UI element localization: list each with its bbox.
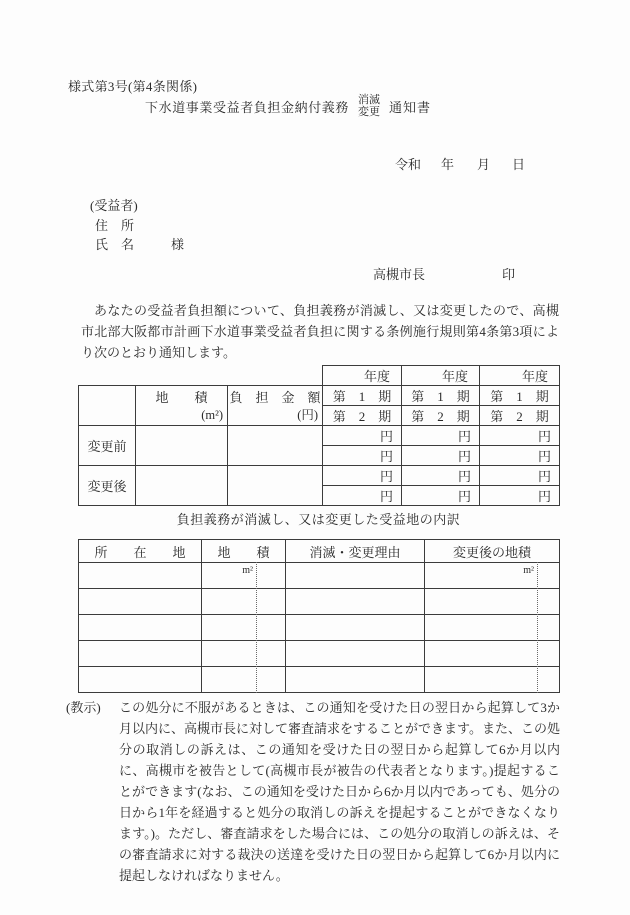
period-2-cell: 第 2 期 bbox=[480, 406, 560, 426]
area-header-unit: (m²) bbox=[201, 407, 223, 422]
before-p2-yen-cell: 円 bbox=[480, 446, 560, 466]
summary-table bbox=[78, 365, 560, 506]
amount-header-unit: (円) bbox=[297, 407, 319, 422]
before-p2-yen-cell: 円 bbox=[402, 446, 480, 466]
intro-paragraph: あなたの受益者負担額について、負担義務が消滅し、又は変更したので、高槻市北部大阪都市計画下水道事業受益者負担に関する条例施行規則第4条第3項により次のとおり通知します。 bbox=[81, 303, 559, 360]
decimal-separator-rule bbox=[256, 614, 257, 641]
amount-header-cell bbox=[228, 386, 323, 426]
issuer-line bbox=[373, 264, 553, 283]
honorific-label: 様 bbox=[171, 237, 185, 252]
after-p1-yen-cell: 円 bbox=[323, 466, 402, 486]
recipient-block bbox=[90, 196, 184, 255]
fiscal-year-header-3: 年度 bbox=[480, 366, 560, 386]
day-label: 日 bbox=[512, 157, 526, 172]
after-area-cell bbox=[425, 563, 560, 589]
detail-header-reason: 消滅・変更理由 bbox=[286, 540, 425, 563]
period-1-cell: 第 1 期 bbox=[402, 386, 480, 406]
detail-header-area: 地 積 bbox=[202, 540, 286, 563]
decimal-separator-rule bbox=[537, 614, 538, 641]
before-amount-cell bbox=[228, 426, 323, 466]
location-cell bbox=[79, 615, 202, 641]
decimal-separator-rule bbox=[256, 588, 257, 615]
reason-cell bbox=[286, 589, 425, 615]
decimal-separator-rule bbox=[537, 588, 538, 615]
address-label: 住 所 bbox=[95, 217, 135, 233]
month-label: 月 bbox=[477, 157, 491, 172]
detail-row-1 bbox=[79, 563, 560, 589]
detail-header-location: 所 在 地 bbox=[79, 540, 202, 563]
detail-row-3 bbox=[79, 615, 560, 641]
area-cell bbox=[202, 615, 286, 641]
after-area-cell bbox=[425, 667, 560, 693]
after-area-cell bbox=[136, 466, 228, 506]
decimal-separator-rule bbox=[256, 640, 257, 667]
reason-cell bbox=[286, 563, 425, 589]
before-change-label: 変更前 bbox=[79, 426, 136, 466]
sqm-unit: m² bbox=[523, 565, 534, 576]
area-cell bbox=[202, 667, 286, 693]
beneficiary-label: (受益者) bbox=[90, 198, 138, 213]
before-p1-yen-cell: 円 bbox=[402, 426, 480, 446]
row-label-header-cell bbox=[79, 386, 136, 426]
reason-cell bbox=[286, 641, 425, 667]
seal-mark: 印 bbox=[502, 267, 516, 282]
document-title bbox=[145, 94, 431, 118]
after-p2-yen-cell: 円 bbox=[480, 486, 560, 506]
detail-row-5 bbox=[79, 667, 560, 693]
before-p1-yen-cell: 円 bbox=[480, 426, 560, 446]
period-2-cell: 第 2 期 bbox=[323, 406, 402, 426]
notice-text: この処分に不服があるときは、この通知を受けた日の翌日から起算して3か月以内に、高槻市長に対して審査請求をすることができます。また、この処分の取消しの訴えは、この通知を受けた日の翌日から起算して6か月以内に、高槻市を被告として(高槻市長が被告の代表者となります。)提起することができます(なお、この通知を受けた日から6か月以内であっても、処分の日から1年を経過すると処分の取消しの訴えを提起することができなくなります。)。ただし、審査請求をした場合には、この処分の取消しの訴えは、その審査請求に対する裁決の送達を受けた日の翌日から起算して6か月以内に提起しなければなりません。 bbox=[119, 700, 560, 883]
name-label: 氏 名 bbox=[95, 237, 135, 252]
reason-cell bbox=[286, 615, 425, 641]
area-header-label: 地 積 bbox=[155, 389, 208, 405]
title-stack-top: 消滅 bbox=[358, 94, 381, 106]
issue-date-line bbox=[395, 154, 525, 173]
notice-label: (教示) bbox=[66, 700, 101, 715]
location-cell bbox=[79, 667, 202, 693]
decimal-separator-rule bbox=[537, 562, 538, 589]
title-stack bbox=[358, 94, 380, 118]
corner-ghost-cell bbox=[79, 366, 323, 386]
decimal-separator-rule bbox=[537, 640, 538, 667]
after-area-cell bbox=[425, 641, 560, 667]
name-line bbox=[90, 235, 184, 255]
form-number: 様式第3号(第4条関係) bbox=[68, 79, 198, 94]
period-1-cell: 第 1 期 bbox=[480, 386, 560, 406]
title-stack-bottom: 変更 bbox=[358, 106, 381, 118]
detail-table bbox=[78, 539, 560, 693]
area-cell bbox=[202, 641, 286, 667]
area-header-cell bbox=[136, 386, 228, 426]
title-main: 下水道事業受益者負担金納付義務 bbox=[145, 99, 350, 115]
title-suffix: 通知書 bbox=[389, 99, 432, 115]
before-p2-yen-cell: 円 bbox=[323, 446, 402, 466]
decimal-separator-rule bbox=[256, 562, 257, 589]
after-p1-yen-cell: 円 bbox=[402, 466, 480, 486]
legal-notice-block bbox=[66, 697, 560, 886]
year-label: 年 bbox=[441, 157, 455, 172]
before-area-cell bbox=[136, 426, 228, 466]
decimal-separator-rule bbox=[537, 666, 538, 693]
detail-row-4 bbox=[79, 641, 560, 667]
location-cell bbox=[79, 589, 202, 615]
after-p2-yen-cell: 円 bbox=[402, 486, 480, 506]
reason-cell bbox=[286, 667, 425, 693]
area-cell bbox=[202, 589, 286, 615]
detail-header-after-area: 変更後の地積 bbox=[425, 540, 560, 563]
location-cell bbox=[79, 563, 202, 589]
before-p1-yen-cell: 円 bbox=[323, 426, 402, 446]
fiscal-year-header-1: 年度 bbox=[323, 366, 402, 386]
issuer-name: 高槻市長 bbox=[373, 267, 426, 282]
location-cell bbox=[79, 641, 202, 667]
period-2-cell: 第 2 期 bbox=[402, 406, 480, 426]
area-cell bbox=[202, 563, 286, 589]
after-area-cell bbox=[425, 615, 560, 641]
after-area-cell bbox=[425, 589, 560, 615]
period-1-cell: 第 1 期 bbox=[323, 386, 402, 406]
after-change-label: 変更後 bbox=[79, 466, 136, 506]
after-p1-yen-cell: 円 bbox=[480, 466, 560, 486]
after-p2-yen-cell: 円 bbox=[323, 486, 402, 506]
after-amount-cell bbox=[228, 466, 323, 506]
amount-header-label: 負 担 金 額 bbox=[229, 389, 321, 405]
decimal-separator-rule bbox=[256, 666, 257, 693]
detail-table-caption: 負担義務が消滅し、又は変更した受益地の内訳 bbox=[176, 512, 461, 527]
era-label: 令和 bbox=[395, 157, 422, 172]
sqm-unit: m² bbox=[242, 565, 253, 576]
fiscal-year-header-2: 年度 bbox=[402, 366, 480, 386]
detail-row-2 bbox=[79, 589, 560, 615]
